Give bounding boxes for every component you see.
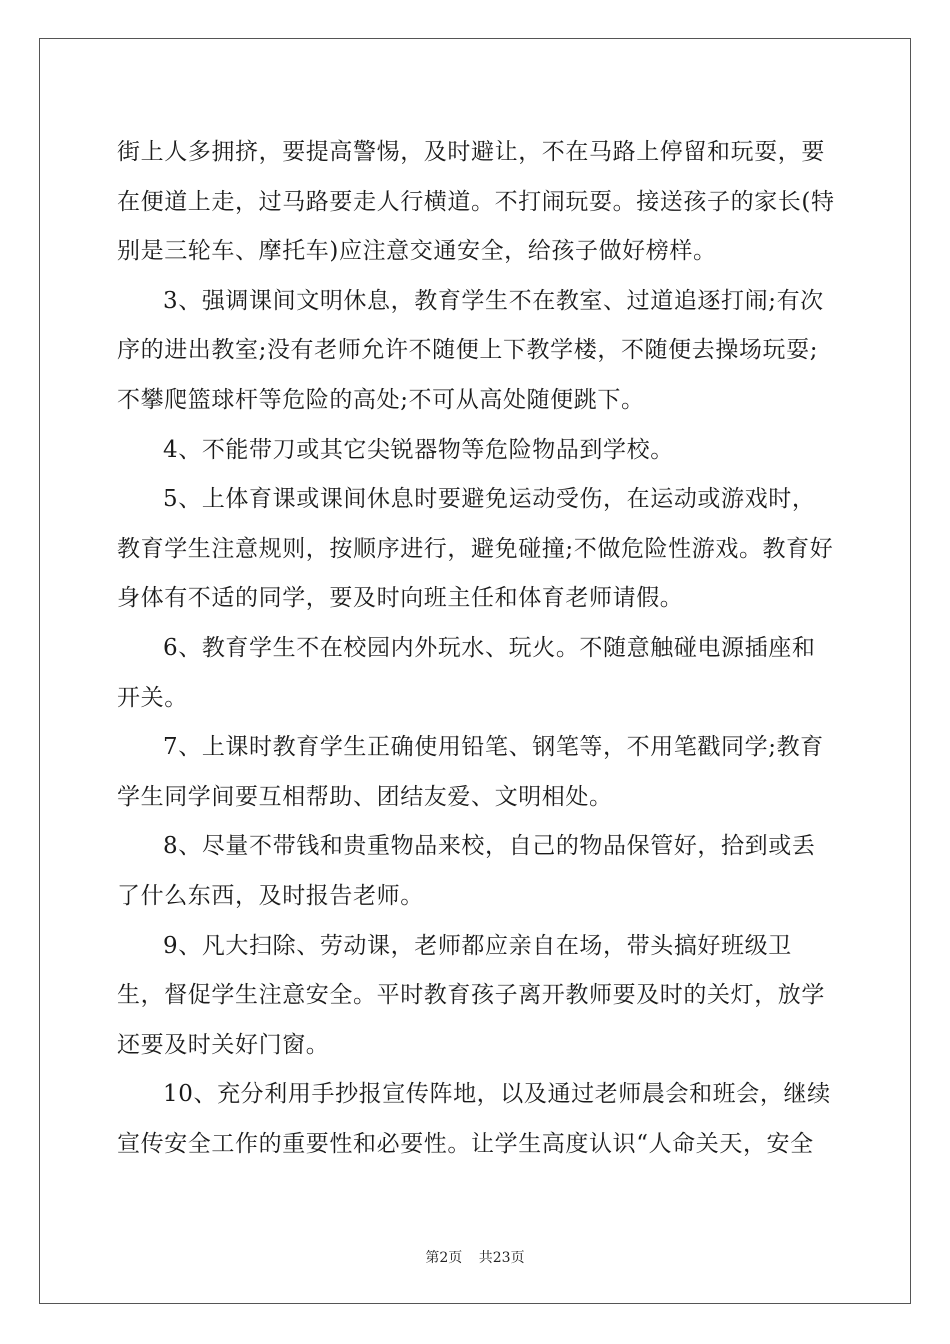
document-body [117, 128, 837, 1169]
paragraph-item-8: 8、尽量不带钱和贵重物品来校，自己的物品保管好，拾到或丢了什么东西，及时报告老师。 [117, 833, 816, 909]
paragraph-item-6: 6、教育学生不在校园内外玩水、玩火。不随意触碰电源插座和开关。 [117, 634, 816, 711]
paragraph-item-5: 5、上体育课或课间休息时要避免运动受伤，在运动或游戏时，教育学生注意规则，按顺序进行，避免碰撞;不做危险性游戏。教育好身体有不适的同学，要及时向班主任和体育老师请假。 [117, 486, 834, 612]
page-total: 共23页 [478, 1250, 525, 1266]
paragraph-item-9: 9、凡大扫除、劳动课，老师都应亲自在场，带头搞好班级卫生，督促学生注意安全。平时教育孩子离开教师要及时的关灯，放学还要及时关好门窗。 [117, 932, 825, 1058]
paragraph-item-3: 3、强调课间文明休息，教育学生不在教室、过道追逐打闹;有次序的进出教室;没有老师允许不随便上下教学楼，不随便去操场玩耍;不攀爬篮球杆等危险的高处;不可从高处随便跳下。 [117, 287, 824, 413]
paragraph-item-10: 10、充分利用手抄报宣传阵地，以及通过老师晨会和班会，继续宣传安全工作的重要性和必要性。让学生高度认识“人命关天，安全 [117, 1081, 831, 1157]
paragraph-continued: 街上人多拥挤，要提高警惕，及时避让，不在马路上停留和玩耍，要在便道上走，过马路要走人行横道。不打闹玩耍。接送孩子的家长(特别是三轮车、摩托车)应注意交通安全，给孩子做好榜样。 [117, 139, 835, 265]
paragraph-item-7: 7、上课时教育学生正确使用铅笔、钢笔等，不用笔戳同学;教育学生同学间要互相帮助、团结友爱、文明相处。 [117, 734, 824, 810]
paragraph-item-4: 4、不能带刀或其它尖锐器物等危险物品到学校。 [163, 436, 674, 463]
page-footer [0, 1247, 950, 1267]
page-number: 第2页 [425, 1250, 463, 1266]
